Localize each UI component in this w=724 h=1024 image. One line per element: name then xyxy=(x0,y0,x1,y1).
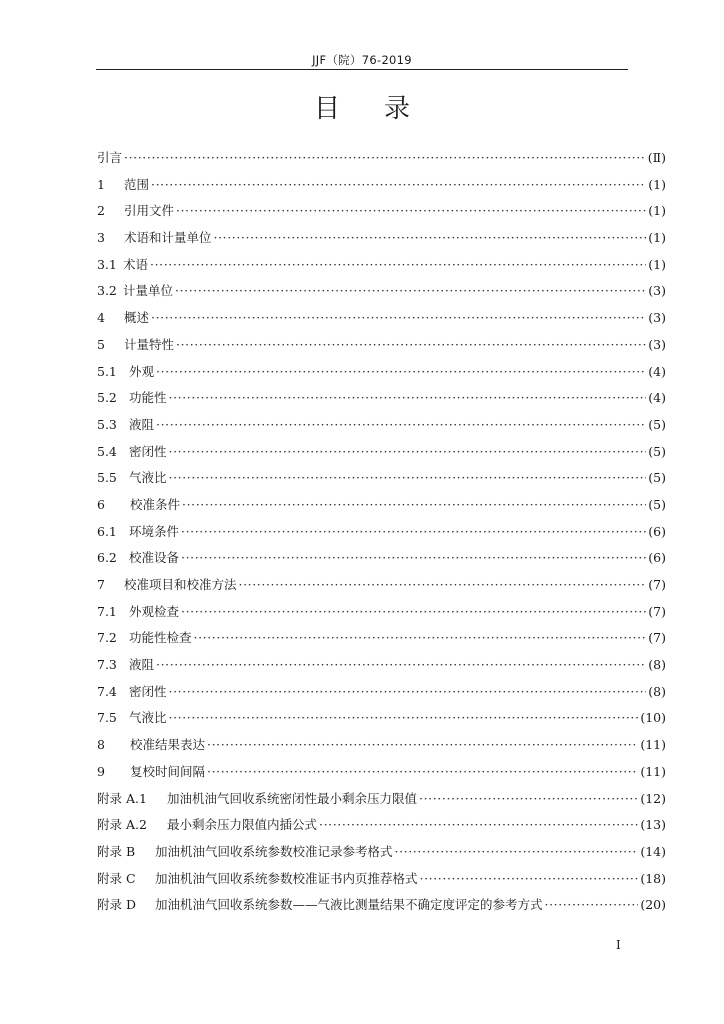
toc-leader-dots xyxy=(181,519,646,546)
toc-entry-title: 范围 xyxy=(124,176,150,192)
toc-leader-dots xyxy=(151,172,646,199)
toc-entry-number: 7.1 xyxy=(97,603,117,619)
page-number: I xyxy=(616,938,621,952)
toc-leader-dots xyxy=(319,812,638,839)
toc-entry-title: 气液比 xyxy=(129,710,167,726)
toc-leader-dots xyxy=(150,252,646,279)
toc-entry-page: (3) xyxy=(648,283,666,299)
toc-entry[interactable] xyxy=(97,252,666,279)
toc-leader-dots xyxy=(545,892,639,919)
toc-leader-dots xyxy=(176,332,646,359)
toc-entry[interactable] xyxy=(97,679,666,706)
toc-entry-page: (18) xyxy=(640,870,666,886)
toc-leader-dots xyxy=(156,412,646,439)
table-of-contents xyxy=(97,145,666,919)
toc-entry-title: 校准结果表达 xyxy=(130,737,206,753)
toc-entry[interactable] xyxy=(97,732,666,759)
toc-entry-title: 外观 xyxy=(129,363,155,379)
toc-entry-number: 7.4 xyxy=(97,683,117,699)
toc-entry-number: 9 xyxy=(97,763,105,779)
toc-entry-number: 3.1 xyxy=(97,256,117,272)
toc-entry[interactable] xyxy=(97,359,666,386)
toc-entry-page: (1) xyxy=(648,176,666,192)
page-title: 目录 xyxy=(313,94,454,124)
toc-entry-title: 气液比 xyxy=(129,470,167,486)
toc-entry-title: 环境条件 xyxy=(129,523,180,539)
toc-entry-title: 最小剩余压力限值内插公式 xyxy=(167,817,318,833)
toc-leader-dots xyxy=(395,839,639,866)
toc-entry-number: 7 xyxy=(97,577,105,592)
toc-entry-page: (6) xyxy=(648,523,666,539)
toc-leader-dots xyxy=(181,599,646,626)
toc-leader-dots xyxy=(420,866,639,893)
toc-entry-title: 引言 xyxy=(97,150,123,165)
toc-leader-dots xyxy=(214,225,647,252)
toc-entry-title: 液阻 xyxy=(129,657,155,673)
toc-entry-page: (1) xyxy=(648,256,666,272)
toc-entry[interactable] xyxy=(97,198,666,225)
toc-entry-title: 校准条件 xyxy=(130,496,181,512)
toc-entry-page: (14) xyxy=(640,843,666,859)
header-divider xyxy=(96,69,628,70)
toc-entry-title: 术语 xyxy=(123,256,149,272)
toc-entry-number: 6.2 xyxy=(97,550,117,566)
toc-leader-dots xyxy=(124,145,646,172)
toc-entry[interactable] xyxy=(97,332,666,359)
toc-entry-number: 4 xyxy=(97,310,105,326)
toc-entry-number: 2 xyxy=(97,203,105,219)
toc-leader-dots xyxy=(151,305,646,332)
toc-entry-page: (6) xyxy=(648,550,666,566)
toc-leader-dots xyxy=(169,679,647,706)
toc-entry[interactable] xyxy=(97,572,666,599)
toc-leader-dots xyxy=(207,732,638,759)
toc-entry-number: 6 xyxy=(97,496,105,512)
toc-leader-dots xyxy=(156,652,646,679)
toc-entry-number: 5.2 xyxy=(97,390,117,406)
toc-entry-title: 密闭性 xyxy=(129,443,167,459)
toc-entry-page: (1) xyxy=(648,203,666,219)
toc-entry[interactable] xyxy=(97,439,666,466)
toc-entry-page: (20) xyxy=(640,897,666,913)
toc-entry[interactable] xyxy=(97,599,666,626)
toc-leader-dots xyxy=(207,759,638,786)
toc-entry-page: (11) xyxy=(640,737,666,753)
toc-entry-number: 6.1 xyxy=(97,523,117,539)
toc-entry-page: (3) xyxy=(648,336,666,352)
toc-entry-title: 密闭性 xyxy=(129,683,167,699)
toc-entry-title: 概述 xyxy=(124,310,150,326)
toc-entry-title: 加油机油气回收系统参数——气液比测量结果不确定度评定的参考方式 xyxy=(155,897,543,913)
toc-entry-page: (8) xyxy=(648,657,666,673)
toc-entry-number: 7.5 xyxy=(97,710,117,726)
toc-entry-number: 7.2 xyxy=(97,630,117,646)
toc-entry-title: 加油机油气回收系统参数校准记录参考格式 xyxy=(155,843,393,859)
toc-entry-page: (7) xyxy=(648,577,666,592)
toc-entry[interactable] xyxy=(97,892,666,919)
toc-entry-title: 引用文件 xyxy=(124,203,175,219)
toc-entry-page: (10) xyxy=(640,710,666,726)
toc-entry-title: 加油机油气回收系统参数校准证书内页推荐格式 xyxy=(155,870,418,886)
toc-entry-title: 校准项目和校准方法 xyxy=(124,577,237,592)
toc-leader-dots xyxy=(175,278,646,305)
toc-entry[interactable] xyxy=(97,305,666,332)
toc-entry[interactable] xyxy=(97,866,666,893)
toc-entry-number: 7.3 xyxy=(97,657,117,673)
toc-leader-dots xyxy=(182,492,646,519)
toc-entry[interactable] xyxy=(97,812,666,839)
toc-entry-title: 功能性检查 xyxy=(129,630,192,646)
toc-entry-page: (13) xyxy=(640,817,666,833)
toc-entry-title: 复校时间间隔 xyxy=(130,763,206,779)
toc-entry-title: 计量单位 xyxy=(123,283,174,299)
toc-entry-page: (11) xyxy=(640,763,666,779)
toc-entry-number: 5 xyxy=(97,336,105,352)
toc-entry-page: (4) xyxy=(648,363,666,379)
toc-leader-dots xyxy=(169,465,647,492)
toc-leader-dots xyxy=(176,198,646,225)
toc-entry[interactable] xyxy=(97,786,666,813)
toc-entry-page: (5) xyxy=(648,443,666,459)
toc-entry-page: (3) xyxy=(648,310,666,326)
toc-entry-number: 附录 A.2 xyxy=(97,817,147,833)
toc-leader-dots xyxy=(194,625,647,652)
toc-entry-page: (8) xyxy=(648,683,666,699)
toc-entry-page: (4) xyxy=(648,390,666,406)
toc-entry[interactable] xyxy=(97,172,666,199)
toc-entry-title: 加油机油气回收系统密闭性最小剩余压力限值 xyxy=(167,790,418,806)
toc-entry[interactable] xyxy=(97,225,666,252)
toc-entry-page: (5) xyxy=(648,416,666,432)
toc-entry-page: (Ⅱ) xyxy=(647,150,666,165)
toc-entry-page: (1) xyxy=(648,230,666,246)
toc-entry[interactable] xyxy=(97,278,666,305)
toc-entry-page: (7) xyxy=(648,603,666,619)
toc-entry-title: 功能性 xyxy=(129,390,167,406)
toc-entry[interactable] xyxy=(97,839,666,866)
toc-entry-number: 1 xyxy=(97,176,105,192)
toc-entry[interactable] xyxy=(97,492,666,519)
toc-entry-page: (7) xyxy=(648,630,666,646)
toc-entry-number: 附录 D xyxy=(97,897,136,913)
toc-entry[interactable] xyxy=(97,412,666,439)
toc-leader-dots xyxy=(156,359,646,386)
document-code: JJF（院）76-2019 xyxy=(312,53,412,67)
toc-leader-dots xyxy=(169,439,647,466)
toc-entry-page: (12) xyxy=(640,790,666,806)
toc-entry-number: 5.5 xyxy=(97,470,117,486)
toc-entry-page: (5) xyxy=(648,496,666,512)
toc-leader-dots xyxy=(169,705,639,732)
toc-entry-title: 校准设备 xyxy=(129,550,180,566)
toc-entry-number: 附录 A.1 xyxy=(97,790,147,806)
toc-entry-number: 5.1 xyxy=(97,363,117,379)
toc-entry-number: 5.3 xyxy=(97,416,117,432)
toc-entry-title: 术语和计量单位 xyxy=(124,230,212,246)
toc-leader-dots xyxy=(169,385,647,412)
toc-entry-number: 8 xyxy=(97,737,105,753)
toc-entry-number: 附录 C xyxy=(97,870,136,886)
toc-leader-dots xyxy=(419,786,638,813)
toc-entry-number: 3 xyxy=(97,230,105,246)
toc-entry-number: 3.2 xyxy=(97,283,117,299)
toc-entry[interactable] xyxy=(97,465,666,492)
toc-entry[interactable] xyxy=(97,759,666,786)
toc-entry-number: 5.4 xyxy=(97,443,117,459)
toc-entry-title: 计量特性 xyxy=(124,336,175,352)
toc-entry[interactable] xyxy=(97,625,666,652)
toc-leader-dots xyxy=(181,545,646,572)
toc-entry[interactable] xyxy=(97,145,666,172)
toc-leader-dots xyxy=(239,572,647,599)
toc-entry-page: (5) xyxy=(648,470,666,486)
toc-entry[interactable] xyxy=(97,652,666,679)
toc-entry[interactable] xyxy=(97,705,666,732)
toc-entry[interactable] xyxy=(97,385,666,412)
toc-entry-number: 附录 B xyxy=(97,843,136,859)
toc-entry[interactable] xyxy=(97,519,666,546)
toc-entry-title: 液阻 xyxy=(129,416,155,432)
toc-entry[interactable] xyxy=(97,545,666,572)
toc-entry-title: 外观检查 xyxy=(129,603,180,619)
